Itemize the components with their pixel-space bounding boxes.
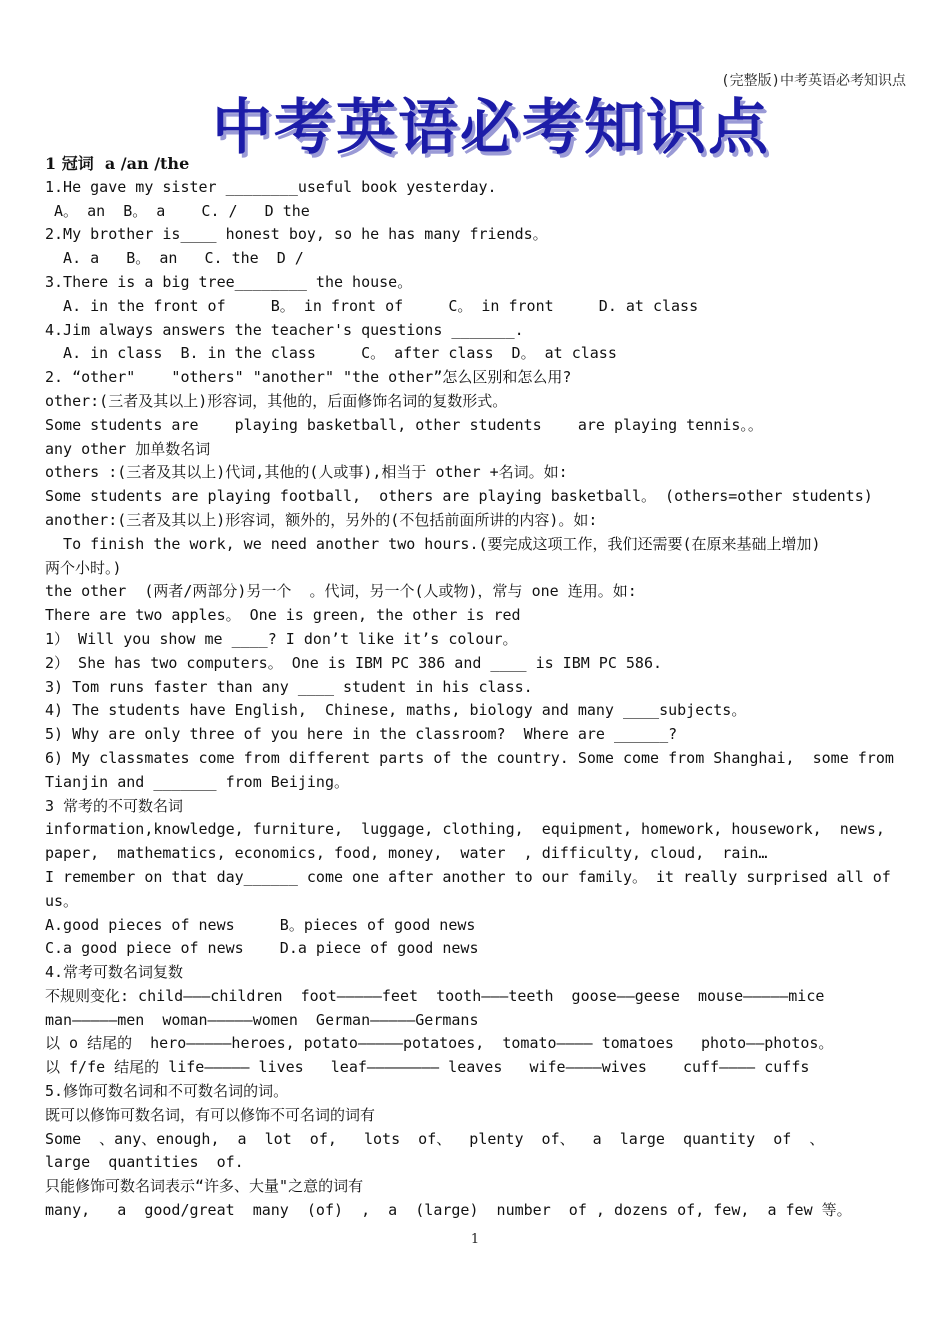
text-line: information,knowledge, furniture, luggage, clothing, equipment, homework, housework, news, xyxy=(45,820,885,839)
text-line: 3.There is a big tree________ the house。 xyxy=(45,272,413,291)
text-line: 6) My classmates come from different parts of the country. Some come from Shanghai, some from xyxy=(45,748,894,767)
text-line: 5.修饰可数名词和不可数名词的词。 xyxy=(45,1082,289,1101)
text-line: A. in class B. in the class C。 after class D。 at class xyxy=(45,344,617,363)
page-number: 1 xyxy=(470,1232,480,1247)
text-line: 2.My brother is____ honest boy, so he has many friends。 xyxy=(45,225,548,244)
text-line: large quantities of. xyxy=(45,1153,244,1172)
text-line: 3) Tom runs faster than any ____ student in his class. xyxy=(45,677,533,696)
text-line: A. a B。 an C. the D / xyxy=(45,249,304,268)
text-line: Some 、any、enough, a lot of, lots of、 plenty of、 a large quantity of 、 xyxy=(45,1129,825,1148)
text-line: 4.Jim always answers the teacher's questions _______. xyxy=(45,320,524,339)
text-line: many, a good/great many (of) , a (large) number of , dozens of, few, a few 等。 xyxy=(45,1201,852,1220)
text-line: any other 加单数名词 xyxy=(45,439,211,458)
text-line: the other (两者/两部分)另一个 。代词，另一个(人或物)，常与 one 连用。如: xyxy=(45,582,637,601)
text-line: 以 f/fe 结尾的 life————— lives leaf———————— leaves wife————wives cuff———— cuffs xyxy=(45,1058,810,1077)
text-line: There are two apples。 One is green, the other is red xyxy=(45,606,521,625)
header-note: (完整版)中考英语必考知识点 xyxy=(721,73,906,89)
page-title: 中考英语必考知识点 xyxy=(212,93,770,163)
text-line: C.a good piece of news D.a piece of good news xyxy=(45,939,479,958)
text-line: 两个小时。) xyxy=(45,558,122,577)
text-line: Tianjin and _______ from Beijing。 xyxy=(45,772,349,791)
text-line: 5) Why are only three of you here in the classroom? Where are ______? xyxy=(45,725,678,744)
text-line: Some students are playing basketball, other students are playing tennis。。 xyxy=(45,415,763,434)
text-line: 以 o 结尾的 hero—————heroes, potato—————potatoes, tomato———— tomatoes photo——photos。 xyxy=(45,1034,834,1053)
text-line: 2. “other" "others" "another" "the other”怎么区别和怎么用? xyxy=(45,368,572,387)
text-line: 1.He gave my sister ________useful book yesterday. xyxy=(45,177,497,196)
text-line: Some students are playing football, others are playing basketball。 (others=other students) xyxy=(45,487,873,506)
text-line: another:(三者及其以上)形容词，额外的，另外的(不包括前面所讲的内容)。如: xyxy=(45,510,598,529)
text-line: paper, mathematics, economics, food, money, water , difficulty, cloud, rain… xyxy=(45,844,768,863)
section-heading: 1 冠词 a /an /the xyxy=(45,154,190,173)
text-line: 2） She has two computers。 One is IBM PC 386 and ____ is IBM PC 586. xyxy=(45,653,662,672)
text-line: A. in the front of B。 in front of C。 in front D. at class xyxy=(45,296,699,315)
text-line: 既可以修饰可数名词，有可以修饰不可名词的词有 xyxy=(45,1105,376,1124)
text-line: 只能修饰可数名词表示“许多、大量"之意的词有 xyxy=(45,1177,364,1196)
text-line: 不规则变化: child———children foot—————feet tooth———teeth goose——geese mouse—————mice xyxy=(45,986,825,1005)
text-line: other:(三者及其以上)形容词，其他的，后面修饰名词的复数形式。 xyxy=(45,391,508,410)
text-line: I remember on that day______ come one after another to our family。 it really surprised all of xyxy=(45,867,891,886)
text-line: 1） Will you show me ____? I don’t like it’s colour。 xyxy=(45,629,518,648)
text-line: 4) The students have English, Chinese, maths, biology and many ____subjects。 xyxy=(45,701,747,720)
text-line: A。 an B。 a C. / D the xyxy=(45,201,310,220)
text-line: others :(三者及其以上)代词,其他的(人或事),相当于 other +名词。如: xyxy=(45,463,568,482)
text-line: man—————men woman—————women German—————Germans xyxy=(45,1010,479,1029)
document-body xyxy=(45,152,910,1223)
text-line: 4.常考可数名词复数 xyxy=(45,963,184,982)
text-line: 3 常考的不可数名词 xyxy=(45,796,184,815)
text-line: To finish the work, we need another two hours.(要完成这项工作，我们还需要(在原来基础上增加) xyxy=(45,534,821,553)
text-line: A.good pieces of news B。pieces of good news xyxy=(45,915,476,934)
text-line: us。 xyxy=(45,891,79,910)
